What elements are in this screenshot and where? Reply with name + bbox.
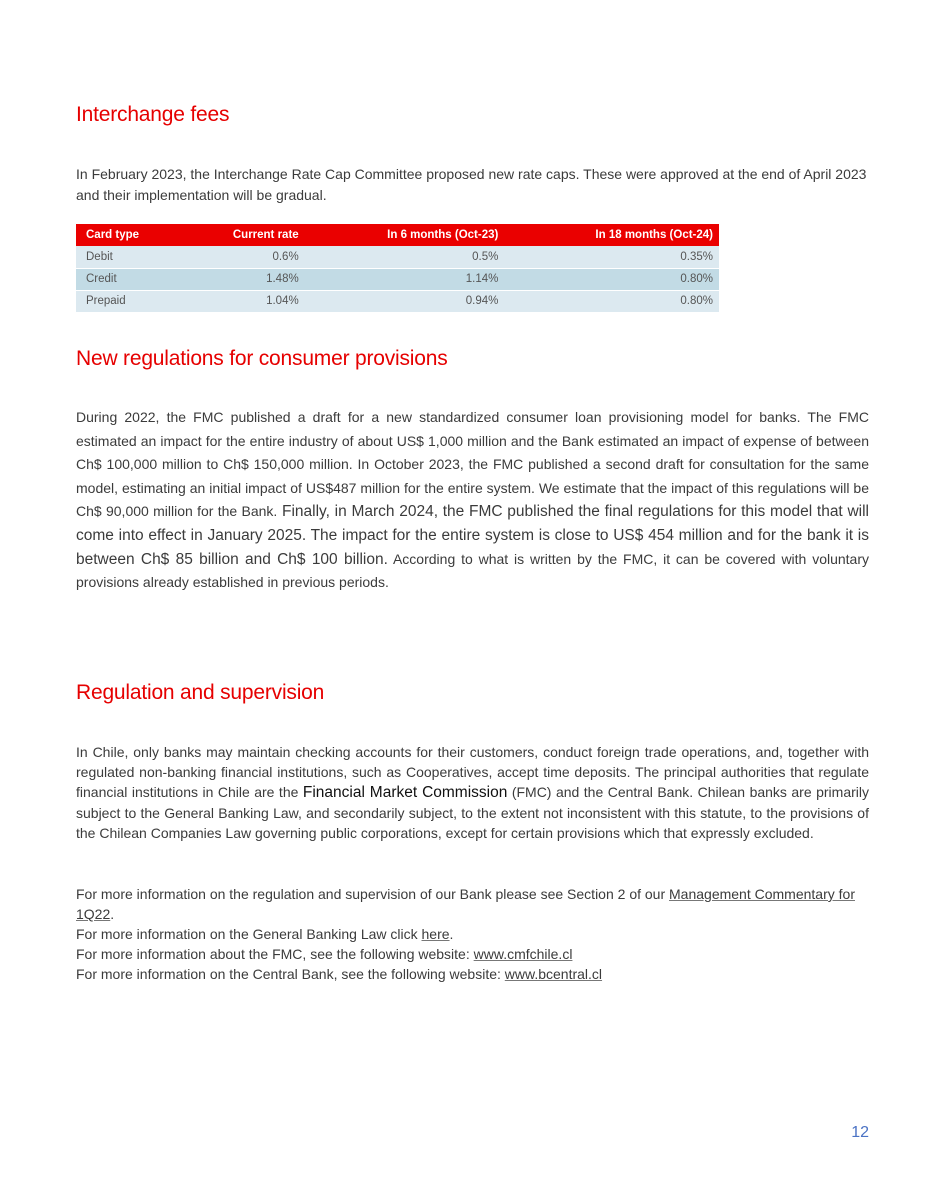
cmfchile-website-link[interactable]: www.cmfchile.cl xyxy=(473,946,573,962)
regulation-text-a: In Chile, only banks may maintain checking accounts for their customers, conduct foreign trade operations, and, together with regulated non-banking financial institutions, such as Cooperatives, accept time deposits. The principal authorities that regulate financial institutions in Chile are the xyxy=(76,744,869,800)
cell-18-months: 0.80% xyxy=(504,290,719,312)
column-header-card-type: Card type xyxy=(76,224,145,246)
more-info-text: For more information on the Central Bank, see the following website: xyxy=(76,966,505,982)
cell-current-rate: 0.6% xyxy=(145,246,305,268)
bcentral-website-link[interactable]: www.bcentral.cl xyxy=(504,966,603,982)
more-info-block xyxy=(76,884,869,984)
cell-card-type: Debit xyxy=(76,246,145,268)
consumer-provisions-paragraph xyxy=(76,406,869,595)
more-info-line-fmc xyxy=(76,944,869,964)
interchange-intro-paragraph: In February 2023, the Interchange Rate Cap Committee proposed new rate caps. These were approved at the end of April 2023 and their implementation will be gradual. xyxy=(76,166,867,203)
fmc-name: Financial Market Commission xyxy=(302,784,508,801)
consumer-provisions-text-part2: Finally, in March 2024, the FMC published the final regulations for this model that will come into effect in January 2025. The impact for the entire system is close to US$ 454 million and for the bank it is between Ch$ 85 billion and Ch$ 100 billion. xyxy=(76,503,869,568)
more-info-text: For more information on the General Banking Law click xyxy=(76,926,422,942)
section-heading-consumer-provisions: New regulations for consumer provisions xyxy=(76,347,448,370)
cell-6-months: 1.14% xyxy=(305,268,505,290)
more-info-line-management-commentary xyxy=(76,884,869,924)
cell-18-months: 0.35% xyxy=(504,246,719,268)
cell-current-rate: 1.48% xyxy=(145,268,305,290)
section-heading-interchange-fees: Interchange fees xyxy=(76,103,230,126)
more-info-text: For more information about the FMC, see the following website: xyxy=(76,946,474,962)
regulation-paragraph xyxy=(76,742,869,843)
more-info-punctuation: . xyxy=(110,906,115,922)
regulation-text-b: (FMC) and the Central Bank. Chilean banks are primarily subject to the General Banking Law, and secondarily subject, to the extent not inconsistent with this statute, to the provisions of the Chilean Companies Law governing public corporations, except for certain provisions which that expressly excluded. xyxy=(76,784,870,841)
page-number: 12 xyxy=(851,1124,869,1141)
section-heading-regulation-supervision: Regulation and supervision xyxy=(76,681,325,704)
column-header-6-months: In 6 months (Oct-23) xyxy=(305,224,505,246)
consumer-provisions-text-part1: During 2022, the FMC published a draft for a new standardized consumer loan provisioning model for banks. The FMC estimated an impact for the entire industry of about US$ 1,000 million and the Bank estimated an impact of expense of between Ch$ 100,000 million to Ch$ 150,000 million. In October 2023, the FMC published a second draft for consultation for the same model, estimating an initial impact of US$487 million for the entire system. We estimate that the impact of this regulations will be Ch$ 90,000 million for the Bank. xyxy=(76,409,869,520)
interchange-rates-table xyxy=(76,224,719,313)
cell-card-type: Prepaid xyxy=(76,290,145,312)
more-info-line-central-bank xyxy=(76,964,869,984)
cell-card-type: Credit xyxy=(76,268,145,290)
cell-current-rate: 1.04% xyxy=(145,290,305,312)
general-banking-law-link[interactable]: here xyxy=(421,926,450,942)
table-row xyxy=(76,268,719,290)
table-row xyxy=(76,290,719,312)
cell-18-months: 0.80% xyxy=(504,268,719,290)
cell-6-months: 0.94% xyxy=(305,290,505,312)
more-info-punctuation: . xyxy=(449,926,454,942)
table-row xyxy=(76,246,719,268)
more-info-line-general-banking-law xyxy=(76,924,869,944)
cell-6-months: 0.5% xyxy=(305,246,505,268)
column-header-current-rate: Current rate xyxy=(145,224,305,246)
more-info-text: For more information on the regulation and supervision of our Bank please see Section 2 of our xyxy=(76,886,670,902)
table-header-row xyxy=(76,224,719,246)
consumer-provisions-text-part3: According to what is written by the FMC, it can be covered with voluntary provisions already established in previous periods. xyxy=(76,550,869,591)
column-header-18-months: In 18 months (Oct-24) xyxy=(504,224,719,246)
management-commentary-link[interactable]: Management Commentary for 1Q22 xyxy=(76,886,855,922)
